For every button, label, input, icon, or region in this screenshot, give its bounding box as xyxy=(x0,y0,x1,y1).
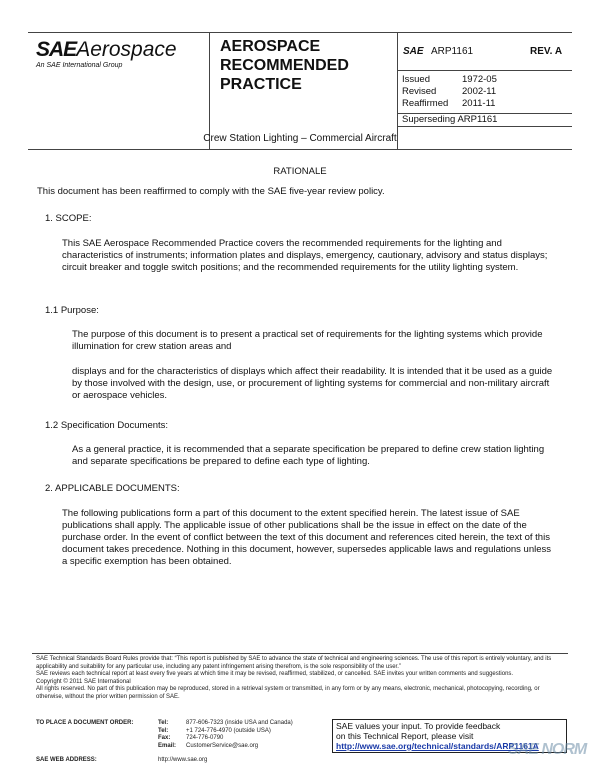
date-label: Revised xyxy=(402,86,437,97)
document-type-title xyxy=(220,37,349,94)
contact-label: Tel: xyxy=(158,727,169,734)
date-values xyxy=(462,74,497,110)
contact-value: +1 724-776-4970 (outside USA) xyxy=(186,727,271,734)
date-label: Issued xyxy=(402,74,430,85)
footer-rule xyxy=(32,653,568,654)
logo-aerospace-text: Aerospace xyxy=(76,38,177,61)
document-title: Crew Station Lighting – Commercial Aircraft xyxy=(203,133,397,144)
contact-label: Email: xyxy=(158,742,177,749)
date-value: 2002-11 xyxy=(462,86,497,97)
header-rule-bottom xyxy=(397,126,572,127)
date-labels xyxy=(402,74,448,110)
contact-value: 877-606-7323 (inside USA and Canada) xyxy=(186,720,293,726)
applicable-heading: 2. APPLICABLE DOCUMENTS: xyxy=(45,483,180,494)
scope-text: This SAE Aerospace Recommended Practice covers the recommended requirements for the lighting and characteristics of instruments; information plates and displays, emergency, cautionary, advisory and status displays; circuit breaker and toggle switch positions; and the recommended requirements for the utility lighting system. xyxy=(62,238,548,273)
rationale-text: This document has been reaffirmed to comply with the SAE five-year review policy. xyxy=(37,186,385,197)
document-number: ARP1161 xyxy=(431,46,474,57)
web-address-link[interactable]: http://www.sae.org xyxy=(158,757,208,763)
footer-copyright: Copyright © 2011 SAE International xyxy=(36,678,131,685)
applicable-text: The following publications form a part of this document to the extent specified herein. The latest issue of SAE publications shall apply. The applicable issue of other publications shall be the issue in effect on the date of the purchase order. In the event of conflict between the text of this document and references cited herein, the text of this document takes precedence. Nothing in this document, however, supersedes applicable laws and regulations unless a specific exemption has been obtained. xyxy=(62,508,552,567)
purpose-heading: 1.1 Purpose: xyxy=(45,305,99,316)
sae-aerospace-logo xyxy=(36,38,177,62)
date-label: Reaffirmed xyxy=(402,98,449,109)
footer-disclaimer xyxy=(36,656,566,701)
date-value: 1972-05 xyxy=(462,74,497,85)
sae-small-logo: SAE xyxy=(403,46,424,57)
header-divider-1 xyxy=(209,33,210,149)
scope-heading: 1. SCOPE: xyxy=(45,213,92,224)
logo-subtitle: An SAE International Group xyxy=(36,62,123,69)
order-label: TO PLACE A DOCUMENT ORDER: xyxy=(36,720,134,726)
spec-heading: 1.2 Specification Documents: xyxy=(45,420,169,431)
logo-sae-text: SAE xyxy=(36,38,77,61)
footer-paragraph: SAE Technical Standards Board Rules provide that: “This report is published by SAE to advance the state of technical and engineering sciences. The use of this report is entirely voluntary, and its applicability and suitability for any particular use, including any patent infringement arising therefrom, is the sole responsibility of the user.” xyxy=(36,656,552,670)
purpose-text-2: displays and for the characteristics of displays which affect their readability. It is intended that it be used as a guide by those involved with the design, use, or procurement of lighting systems for commercial and non-military aircraft or aerospace vehicles. xyxy=(72,366,553,401)
spec-text: As a general practice, it is recommended that a separate specification be prepared to define crew station lighting and separate specifications be prepared to define each type of lighting. xyxy=(72,444,545,467)
footer-paragraph: All rights reserved. No part of this publication may be reproduced, stored in a retrieval system or transmitted, in any form or by any means, electronic, mechanical, photocopying, recording, or otherwise, without the prior written permission of SAE. xyxy=(36,686,540,700)
footer-paragraph: SAE reviews each technical report at least every five years at which time it may be revised, reaffirmed, stabilized, or cancelled. SAE invites your written comments and suggestions. xyxy=(36,671,514,677)
contact-label: Fax: xyxy=(158,735,171,741)
title-line: RECOMMENDED xyxy=(220,57,349,74)
superseding-note: Superseding ARP1161 xyxy=(402,114,498,125)
date-value: 2011-11 xyxy=(462,98,496,109)
title-line: AEROSPACE xyxy=(220,38,321,55)
feedback-line: on this Technical Report, please visit xyxy=(336,731,474,741)
contact-label: Tel: xyxy=(158,720,169,726)
watermark-logo: SAE NORM xyxy=(508,741,587,758)
contact-email[interactable]: CustomerService@sae.org xyxy=(186,742,259,749)
revision-label: REV. A xyxy=(530,46,563,57)
contact-labels xyxy=(158,720,176,750)
header-rule-top xyxy=(397,70,572,71)
contact-values xyxy=(186,720,293,750)
feedback-line: SAE values your input. To provide feedback xyxy=(336,721,501,731)
contact-value: 724-776-0790 xyxy=(186,735,224,741)
rationale-heading: RATIONALE xyxy=(273,166,327,177)
purpose-text-1: The purpose of this document is to present a practical set of requirements for the lighting systems which provide illumination for crew station areas and xyxy=(72,329,543,352)
header-divider-2 xyxy=(397,33,398,149)
title-line: PRACTICE xyxy=(220,76,302,93)
feedback-link[interactable]: http://www.sae.org/technical/standards/ARP1161A xyxy=(336,741,539,751)
web-address-label: SAE WEB ADDRESS: xyxy=(36,757,97,763)
